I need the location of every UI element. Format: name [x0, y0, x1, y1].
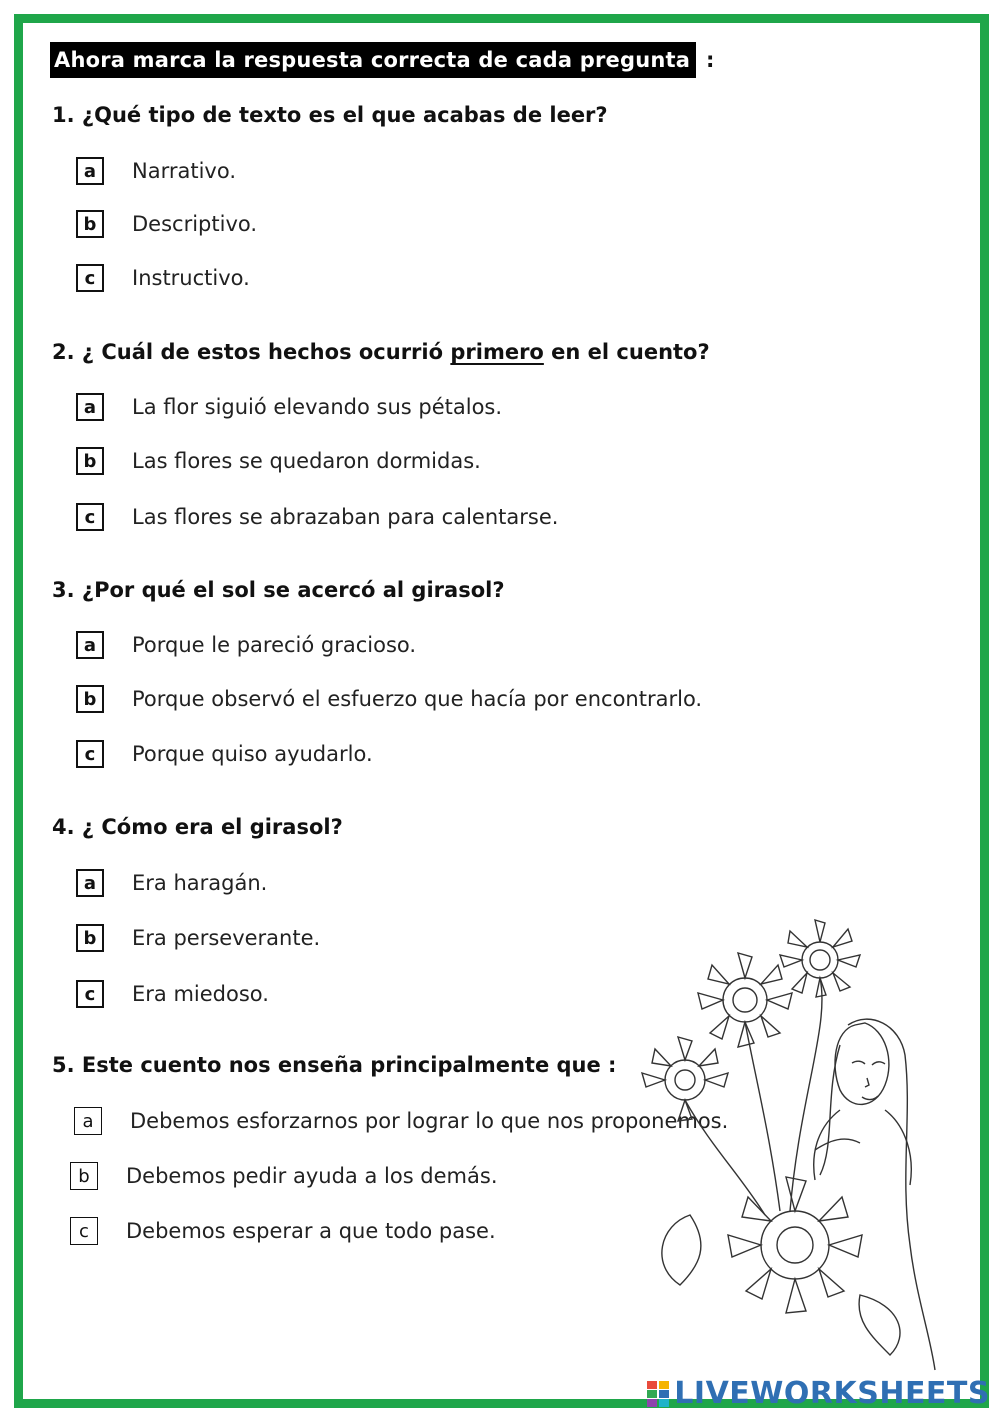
option-4c — [76, 978, 269, 1010]
answer-checkbox-1a[interactable]: a — [76, 157, 104, 185]
question-number: 3. — [52, 578, 75, 602]
option-label: Las flores se quedaron dormidas. — [132, 449, 481, 473]
answer-checkbox-5a[interactable]: a — [74, 1107, 102, 1135]
option-3b — [76, 683, 702, 715]
answer-checkbox-5b[interactable]: b — [70, 1162, 98, 1190]
option-label: Porque quiso ayudarlo. — [132, 742, 373, 766]
answer-checkbox-3c[interactable]: c — [76, 740, 104, 768]
sunflower-icon — [728, 1177, 862, 1313]
question-number: 4. — [52, 815, 75, 839]
answer-checkbox-5c[interactable]: c — [70, 1217, 98, 1245]
answer-checkbox-1c[interactable]: c — [76, 264, 104, 292]
option-1b — [76, 208, 257, 240]
question-text: ¿ Cómo era el girasol? — [81, 815, 343, 839]
watermark-text: LIVEWORKSHEETS — [674, 1376, 990, 1411]
option-2b — [76, 445, 481, 477]
option-2a — [76, 391, 502, 423]
option-5b — [70, 1160, 498, 1192]
liveworksheets-watermark — [646, 1376, 990, 1411]
question-text: ¿ Cuál de estos hechos ocurrió — [81, 340, 451, 364]
option-4b — [76, 922, 320, 954]
option-label: Las flores se abrazaban para calentarse. — [132, 505, 559, 529]
question-text: ¿Por qué el sol se acercó al girasol? — [81, 578, 505, 602]
answer-checkbox-2c[interactable]: c — [76, 503, 104, 531]
instruction-heading: Ahora marca la respuesta correcta de cada pregunta — [50, 42, 696, 78]
answer-checkbox-4c[interactable]: c — [76, 980, 104, 1008]
answer-checkbox-4b[interactable]: b — [76, 924, 104, 952]
answer-checkbox-1b[interactable]: b — [76, 210, 104, 238]
option-1a — [76, 155, 236, 187]
question-text: ¿Qué tipo de texto es el que acabas de leer? — [81, 103, 608, 127]
option-label: Narrativo. — [132, 159, 236, 183]
option-3c — [76, 738, 373, 770]
option-label: Porque observó el esfuerzo que hacía por encontrarlo. — [132, 687, 703, 711]
answer-checkbox-3b[interactable]: b — [76, 685, 104, 713]
answer-checkbox-2a[interactable]: a — [76, 393, 104, 421]
sunflower-icon — [698, 953, 792, 1047]
question-4 — [52, 812, 343, 842]
option-label: Instructivo. — [132, 266, 250, 290]
option-label: Debemos pedir ayuda a los demás. — [126, 1164, 498, 1188]
option-label: Era haragán. — [132, 871, 268, 895]
liveworksheets-logo-icon — [646, 1380, 670, 1408]
question-3 — [52, 575, 505, 605]
option-label: Era perseverante. — [132, 926, 321, 950]
option-label: Descriptivo. — [132, 212, 258, 236]
option-3a — [76, 629, 416, 661]
answer-checkbox-4a[interactable]: a — [76, 869, 104, 897]
option-label: Porque le pareció gracioso. — [132, 633, 417, 657]
question-2 — [52, 337, 710, 367]
option-label: Debemos esforzarnos por lograr lo que nos proponemos. — [130, 1109, 729, 1133]
question-text: Este cuento nos enseña principalmente que : — [81, 1053, 617, 1077]
option-label: La flor siguió elevando sus pétalos. — [132, 395, 503, 419]
question-text-end: en el cuento? — [543, 340, 710, 364]
option-1c — [76, 262, 250, 294]
instruction-colon: : — [706, 48, 715, 72]
answer-checkbox-2b[interactable]: b — [76, 447, 104, 475]
option-5c — [70, 1215, 496, 1247]
question-emphasis: primero — [450, 340, 544, 364]
option-2c — [76, 501, 558, 533]
sunflower-icon — [780, 920, 860, 997]
question-5 — [52, 1050, 616, 1080]
option-label: Era miedoso. — [132, 982, 269, 1006]
option-label: Debemos esperar a que todo pase. — [126, 1219, 496, 1243]
girl-with-sunflowers-illustration — [630, 915, 940, 1375]
question-1 — [52, 100, 608, 130]
sunflower-icon — [642, 1037, 728, 1121]
answer-checkbox-3a[interactable]: a — [76, 631, 104, 659]
question-number: 2. — [52, 340, 75, 364]
question-number: 5. — [52, 1053, 75, 1077]
option-4a — [76, 867, 267, 899]
question-number: 1. — [52, 103, 75, 127]
